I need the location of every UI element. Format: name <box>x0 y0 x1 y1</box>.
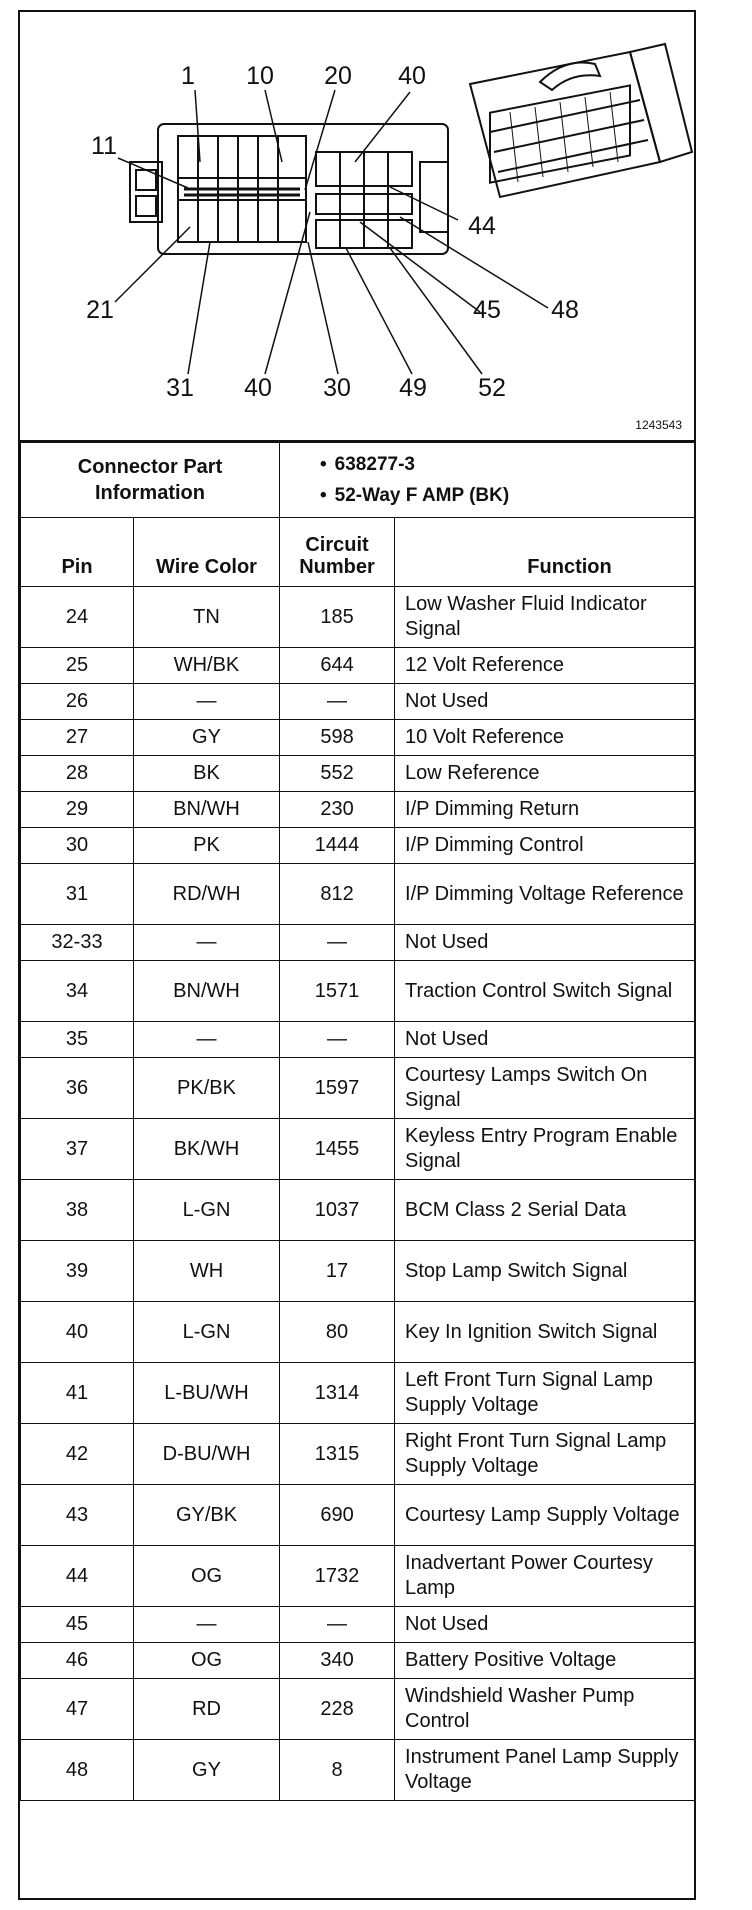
pinout-sheet <box>18 10 696 1900</box>
callout-40-bottom: 40 <box>244 374 272 402</box>
header-wire-color: Wire Color <box>134 518 280 587</box>
pin-cell: 43 <box>21 1485 134 1546</box>
function-cell: Right Front Turn Signal Lamp Supply Voltage <box>395 1424 695 1485</box>
function-cell: Low Washer Fluid Indicator Signal <box>395 587 695 648</box>
circuit-number-cell: 1037 <box>280 1180 395 1241</box>
function-cell: Key In Ignition Switch Signal <box>395 1302 695 1363</box>
table-row <box>21 1546 695 1607</box>
function-cell: I/P Dimming Voltage Reference <box>395 864 695 925</box>
part-number: • 638277-3 <box>320 449 694 480</box>
function-cell: Left Front Turn Signal Lamp Supply Voltage <box>395 1363 695 1424</box>
function-cell: Battery Positive Voltage <box>395 1643 695 1679</box>
pin-cell: 44 <box>21 1546 134 1607</box>
wire-color-cell: BK/WH <box>134 1119 280 1180</box>
callout-52: 52 <box>478 374 506 402</box>
table-row <box>21 1679 695 1740</box>
wire-color-cell: OG <box>134 1546 280 1607</box>
pin-cell: 41 <box>21 1363 134 1424</box>
callout-21: 21 <box>86 296 114 324</box>
table-row <box>21 1302 695 1363</box>
circuit-number-cell: 1314 <box>280 1363 395 1424</box>
pin-cell: 28 <box>21 756 134 792</box>
table-row <box>21 828 695 864</box>
wire-color-cell: GY <box>134 720 280 756</box>
function-cell: Inadvertant Power Courtesy Lamp <box>395 1546 695 1607</box>
table-row <box>21 1119 695 1180</box>
wire-color-cell: RD <box>134 1679 280 1740</box>
header-pin: Pin <box>21 518 134 587</box>
connector-part-info-row <box>21 443 695 518</box>
wire-color-cell: RD/WH <box>134 864 280 925</box>
circuit-number-cell: 228 <box>280 1679 395 1740</box>
wire-color-cell: GY/BK <box>134 1485 280 1546</box>
function-cell: 10 Volt Reference <box>395 720 695 756</box>
function-cell: BCM Class 2 Serial Data <box>395 1180 695 1241</box>
circuit-number-cell: 230 <box>280 792 395 828</box>
connector-description: • 52-Way F AMP (BK) <box>320 480 694 511</box>
connector-diagram <box>20 12 694 442</box>
function-cell: I/P Dimming Control <box>395 828 695 864</box>
callout-49: 49 <box>399 374 427 402</box>
wire-color-cell: L-GN <box>134 1180 280 1241</box>
wire-color-cell: GY <box>134 1740 280 1801</box>
connector-perspective-view <box>470 44 692 197</box>
pin-cell: 48 <box>21 1740 134 1801</box>
callout-1: 1 <box>181 62 195 90</box>
wire-color-cell: WH/BK <box>134 648 280 684</box>
pin-cell: 32-33 <box>21 925 134 961</box>
function-cell: 12 Volt Reference <box>395 648 695 684</box>
circuit-number-cell: — <box>280 1607 395 1643</box>
function-cell: I/P Dimming Return <box>395 792 695 828</box>
wire-color-cell: BN/WH <box>134 792 280 828</box>
circuit-number-cell: 17 <box>280 1241 395 1302</box>
connector-part-info-values <box>280 443 695 518</box>
wire-color-cell: BK <box>134 756 280 792</box>
table-row <box>21 864 695 925</box>
circuit-number-cell: 1571 <box>280 961 395 1022</box>
table-row <box>21 1740 695 1801</box>
pin-cell: 39 <box>21 1241 134 1302</box>
table-header-row <box>21 518 695 587</box>
circuit-number-cell: 340 <box>280 1643 395 1679</box>
table-row <box>21 792 695 828</box>
table-row <box>21 720 695 756</box>
circuit-number-cell: 1444 <box>280 828 395 864</box>
function-cell: Windshield Washer Pump Control <box>395 1679 695 1740</box>
wire-color-cell: PK <box>134 828 280 864</box>
circuit-number-cell: 690 <box>280 1485 395 1546</box>
table-row <box>21 1058 695 1119</box>
pin-cell: 40 <box>21 1302 134 1363</box>
wire-color-cell: — <box>134 1607 280 1643</box>
circuit-number-cell: 1732 <box>280 1546 395 1607</box>
wire-color-cell: WH <box>134 1241 280 1302</box>
callout-11: 11 <box>91 132 117 160</box>
wire-color-cell: L-BU/WH <box>134 1363 280 1424</box>
table-row <box>21 1180 695 1241</box>
table-row <box>21 961 695 1022</box>
function-cell: Keyless Entry Program Enable Signal <box>395 1119 695 1180</box>
function-cell: Not Used <box>395 1022 695 1058</box>
circuit-number-cell: 598 <box>280 720 395 756</box>
callout-45: 45 <box>473 296 501 324</box>
circuit-number-cell: 1315 <box>280 1424 395 1485</box>
pin-cell: 27 <box>21 720 134 756</box>
function-cell: Instrument Panel Lamp Supply Voltage <box>395 1740 695 1801</box>
function-cell: Stop Lamp Switch Signal <box>395 1241 695 1302</box>
wire-color-cell: L-GN <box>134 1302 280 1363</box>
pinout-table <box>20 442 695 1801</box>
pin-cell: 36 <box>21 1058 134 1119</box>
callout-30: 30 <box>323 374 351 402</box>
callout-10: 10 <box>246 62 274 90</box>
pin-cell: 30 <box>21 828 134 864</box>
circuit-number-cell: — <box>280 1022 395 1058</box>
table-row <box>21 684 695 720</box>
pin-cell: 35 <box>21 1022 134 1058</box>
connector-face-drawing <box>20 12 694 440</box>
function-cell: Not Used <box>395 1607 695 1643</box>
callout-20: 20 <box>324 62 352 90</box>
circuit-number-cell: 644 <box>280 648 395 684</box>
table-row <box>21 587 695 648</box>
table-row <box>21 1643 695 1679</box>
pin-cell: 45 <box>21 1607 134 1643</box>
pin-cell: 25 <box>21 648 134 684</box>
pin-cell: 47 <box>21 1679 134 1740</box>
pin-cell: 38 <box>21 1180 134 1241</box>
circuit-number-cell: 185 <box>280 587 395 648</box>
wire-color-cell: OG <box>134 1643 280 1679</box>
function-cell: Not Used <box>395 684 695 720</box>
wire-color-cell: D-BU/WH <box>134 1424 280 1485</box>
wire-color-cell: BN/WH <box>134 961 280 1022</box>
circuit-number-cell: 1455 <box>280 1119 395 1180</box>
wire-color-cell: PK/BK <box>134 1058 280 1119</box>
circuit-number-cell: 80 <box>280 1302 395 1363</box>
header-function: Function <box>395 518 695 587</box>
circuit-number-cell: 1597 <box>280 1058 395 1119</box>
callout-40-top: 40 <box>398 62 426 90</box>
table-row <box>21 1363 695 1424</box>
circuit-number-cell: — <box>280 684 395 720</box>
callout-44: 44 <box>468 212 496 240</box>
pin-cell: 37 <box>21 1119 134 1180</box>
wire-color-cell: — <box>134 684 280 720</box>
function-cell: Courtesy Lamps Switch On Signal <box>395 1058 695 1119</box>
pin-cell: 24 <box>21 587 134 648</box>
table-row <box>21 1485 695 1546</box>
table-row <box>21 1022 695 1058</box>
connector-part-info-label: Connector Part Information <box>21 443 280 518</box>
table-row <box>21 1607 695 1643</box>
pin-cell: 34 <box>21 961 134 1022</box>
pin-cell: 29 <box>21 792 134 828</box>
table-row <box>21 756 695 792</box>
table-row <box>21 925 695 961</box>
image-id: 1243543 <box>635 418 682 432</box>
wire-color-cell: — <box>134 1022 280 1058</box>
table-row <box>21 1241 695 1302</box>
circuit-number-cell: — <box>280 925 395 961</box>
circuit-number-cell: 552 <box>280 756 395 792</box>
table-row <box>21 648 695 684</box>
function-cell: Low Reference <box>395 756 695 792</box>
wire-color-cell: — <box>134 925 280 961</box>
pin-cell: 26 <box>21 684 134 720</box>
pin-cell: 31 <box>21 864 134 925</box>
function-cell: Traction Control Switch Signal <box>395 961 695 1022</box>
circuit-number-cell: 812 <box>280 864 395 925</box>
table-row <box>21 1424 695 1485</box>
wire-color-cell: TN <box>134 587 280 648</box>
callout-31: 31 <box>166 374 194 402</box>
function-cell: Courtesy Lamp Supply Voltage <box>395 1485 695 1546</box>
header-circuit-number: Circuit Number <box>280 518 395 587</box>
pin-cell: 42 <box>21 1424 134 1485</box>
pin-cell: 46 <box>21 1643 134 1679</box>
callout-48: 48 <box>551 296 579 324</box>
function-cell: Not Used <box>395 925 695 961</box>
circuit-number-cell: 8 <box>280 1740 395 1801</box>
